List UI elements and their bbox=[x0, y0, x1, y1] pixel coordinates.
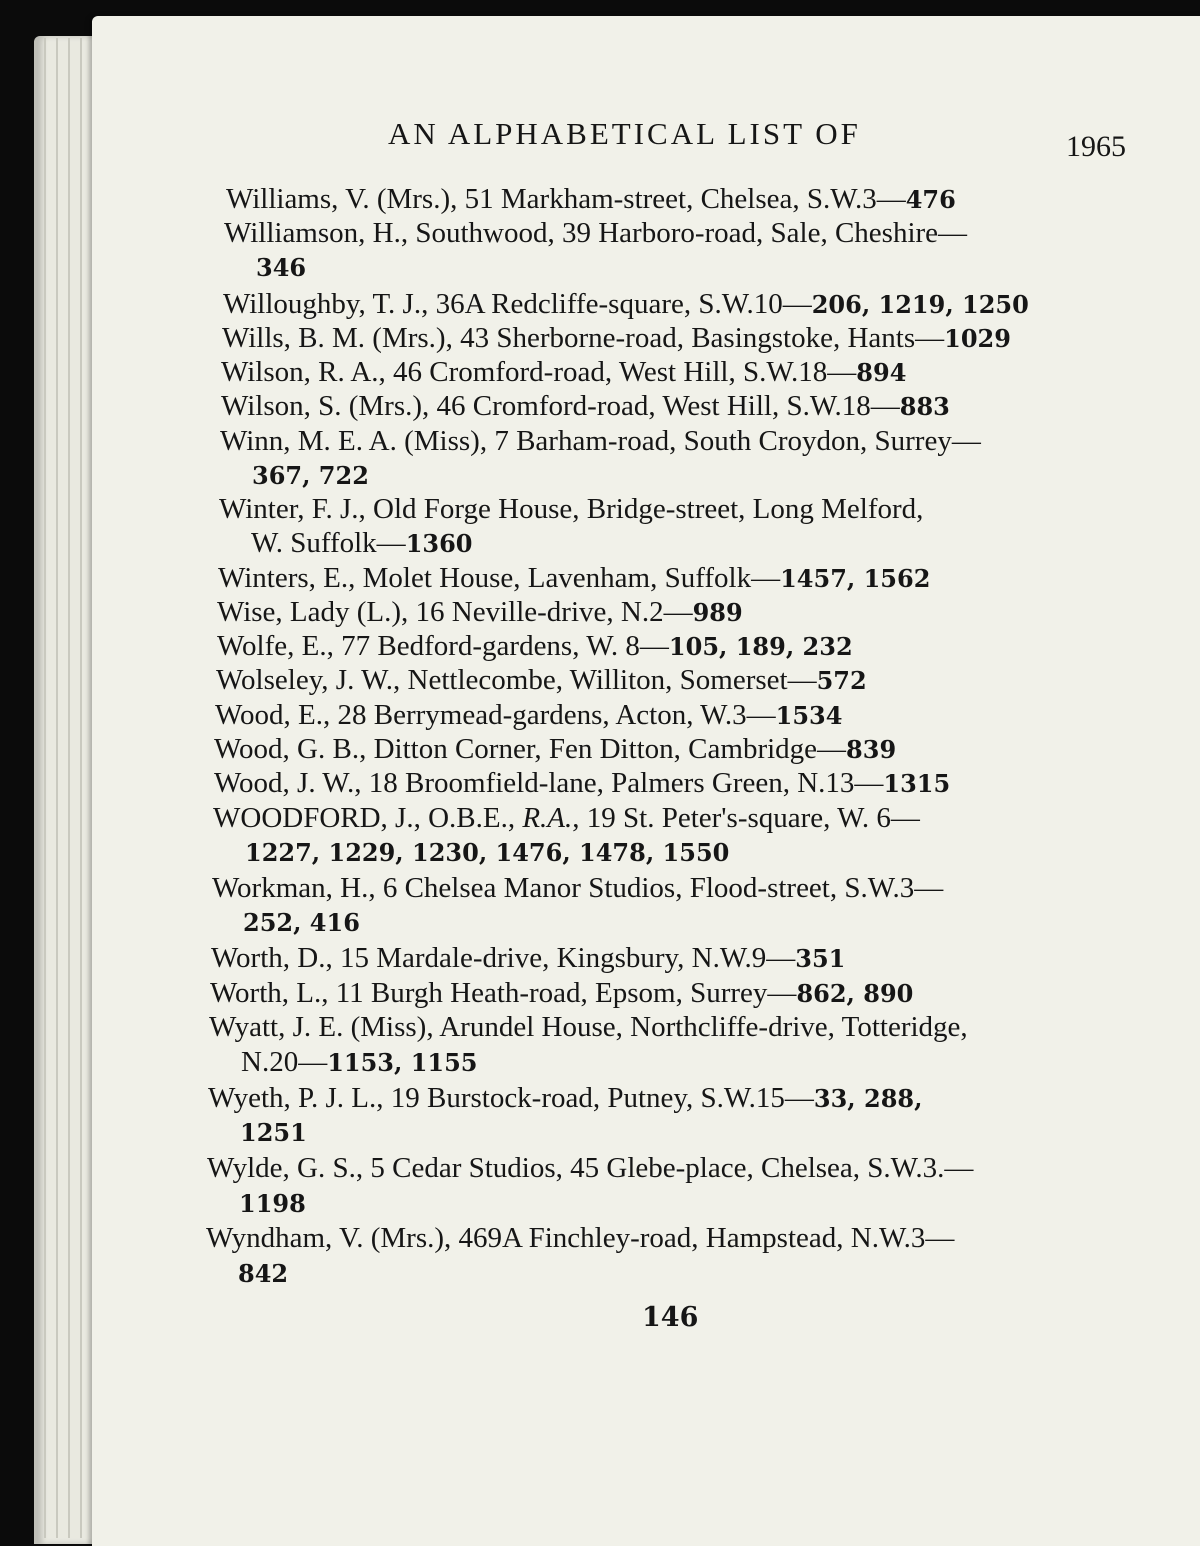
list-entry-continuation bbox=[240, 1115, 307, 1150]
list-entry bbox=[224, 216, 967, 250]
entry-numbers: 1227, 1229, 1230, 1476, 1478, 1550 bbox=[245, 838, 730, 867]
entry-address: Wolseley, J. W., Nettlecombe, Williton, Somerset— bbox=[216, 664, 817, 696]
entry-numbers: 346 bbox=[256, 253, 307, 282]
entry-address: Workman, H., 6 Chelsea Manor Studios, Flood-street, S.W.3— bbox=[212, 872, 944, 904]
list-entry bbox=[213, 801, 920, 835]
list-entry bbox=[220, 424, 981, 458]
list-entry bbox=[218, 561, 930, 596]
running-header: AN ALPHABETICAL LIST OF bbox=[388, 116, 861, 151]
list-entry-continuation bbox=[241, 1045, 478, 1080]
list-entry bbox=[214, 732, 896, 767]
list-entry bbox=[212, 871, 943, 905]
entry-address: Wood, J. W., 18 Broomfield-lane, Palmers Green, N.13— bbox=[214, 767, 884, 799]
entry-numbers: 1457, 1562 bbox=[780, 564, 931, 593]
list-entry bbox=[217, 629, 853, 664]
entry-address: Wise, Lady (L.), 16 Neville-drive, N.2— bbox=[217, 596, 693, 628]
list-entry bbox=[223, 287, 1029, 322]
entry-numbers: 883 bbox=[899, 392, 950, 421]
entry-address: Wyatt, J. E. (Miss), Arundel House, Northcliffe-drive, Totteridge, bbox=[209, 1011, 968, 1043]
entry-address: Worth, L., 11 Burgh Heath-road, Epsom, Surrey— bbox=[210, 977, 797, 1009]
list-entry-continuation bbox=[256, 250, 306, 285]
list-entry bbox=[221, 389, 950, 424]
entry-numbers: 1153, 1155 bbox=[327, 1048, 478, 1077]
list-entry bbox=[215, 698, 842, 733]
list-entry bbox=[210, 976, 913, 1011]
entry-numbers: 1534 bbox=[775, 701, 843, 730]
list-entry-continuation bbox=[239, 1186, 306, 1221]
list-entry bbox=[207, 1151, 973, 1185]
entry-numbers: 1315 bbox=[883, 769, 951, 798]
entry-address: Wylde, G. S., 5 Cedar Studios, 45 Glebe-place, Chelsea, S.W.3.— bbox=[207, 1152, 974, 1184]
entry-numbers: 1029 bbox=[944, 324, 1011, 353]
entry-numbers: 33, 288, bbox=[813, 1084, 923, 1113]
entry-numbers: 862, 890 bbox=[796, 979, 914, 1008]
entry-address: Wills, B. M. (Mrs.), 43 Sherborne-road, Basingstoke, Hants— bbox=[222, 322, 945, 354]
list-entry bbox=[211, 941, 845, 976]
list-entry bbox=[214, 766, 950, 801]
entry-address: Wood, G. B., Ditton Corner, Fen Ditton, Cambridge— bbox=[214, 733, 847, 765]
entry-numbers: 1251 bbox=[240, 1118, 307, 1147]
entry-numbers: 351 bbox=[795, 944, 846, 973]
entry-address: Wilson, R. A., 46 Cromford-road, West Hill, S.W.18— bbox=[221, 356, 857, 388]
list-entry-continuation bbox=[245, 835, 729, 870]
entry-numbers: 367, 722 bbox=[252, 461, 369, 490]
entry-address: W. Suffolk— bbox=[251, 527, 406, 559]
entry-address: Winters, E., Molet House, Lavenham, Suffolk— bbox=[218, 562, 781, 594]
header-year: 1965 bbox=[1066, 130, 1126, 163]
list-entry-continuation bbox=[238, 1256, 288, 1291]
entry-honour: R.A. bbox=[522, 802, 573, 834]
list-entry bbox=[221, 355, 906, 390]
entry-numbers: 572 bbox=[816, 666, 867, 695]
list-entry-continuation bbox=[251, 526, 472, 561]
entry-numbers: 839 bbox=[846, 735, 897, 764]
list-entry bbox=[216, 663, 867, 698]
entry-address: Wood, E., 28 Berrymead-gardens, Acton, W.3— bbox=[215, 699, 776, 731]
entry-address: WOODFORD, J., O.B.E., bbox=[213, 802, 523, 834]
list-entry-continuation bbox=[243, 905, 360, 940]
list-entry bbox=[208, 1081, 922, 1116]
entry-address: Wilson, S. (Mrs.), 46 Cromford-road, West Hill, S.W.18— bbox=[221, 390, 900, 422]
entry-numbers: 989 bbox=[692, 598, 743, 627]
list-entry bbox=[206, 1221, 954, 1255]
entry-numbers: 894 bbox=[856, 358, 907, 387]
entry-numbers: 842 bbox=[238, 1259, 289, 1288]
entry-numbers: 105, 189, 232 bbox=[668, 632, 853, 661]
entry-address: Wyndham, V. (Mrs.), 469A Finchley-road, Hampstead, N.W.3— bbox=[206, 1222, 955, 1254]
entry-address: Willoughby, T. J., 36A Redcliffe-square, S.W.10— bbox=[223, 288, 812, 320]
entry-address: Worth, D., 15 Mardale-drive, Kingsbury, N.W.9— bbox=[211, 942, 796, 974]
entry-numbers: 1198 bbox=[239, 1189, 306, 1218]
entry-address: Winter, F. J., Old Forge House, Bridge-street, Long Melford, bbox=[219, 493, 924, 525]
entry-numbers: 1360 bbox=[405, 529, 473, 558]
entry-address: Williamson, H., Southwood, 39 Harboro-road, Sale, Cheshire— bbox=[224, 217, 968, 249]
list-entry bbox=[219, 492, 923, 526]
list-entry-continuation bbox=[252, 458, 369, 493]
list-entry bbox=[222, 321, 1011, 356]
entry-numbers: 476 bbox=[905, 185, 956, 214]
entry-address: , 19 St. Peter's-square, W. 6— bbox=[572, 802, 920, 834]
list-entry bbox=[217, 595, 743, 630]
list-entry bbox=[209, 1010, 968, 1044]
entry-address: Winn, M. E. A. (Miss), 7 Barham-road, South Croydon, Surrey— bbox=[220, 425, 981, 457]
entry-numbers: 252, 416 bbox=[243, 908, 360, 937]
page-number: 146 bbox=[642, 1302, 699, 1333]
entry-address: Wolfe, E., 77 Bedford-gardens, W. 8— bbox=[217, 630, 669, 662]
entry-address: Wyeth, P. J. L., 19 Burstock-road, Putney, S.W.15— bbox=[208, 1082, 814, 1114]
entry-address: N.20— bbox=[241, 1046, 328, 1078]
list-entry bbox=[226, 182, 956, 217]
entry-numbers: 206, 1219, 1250 bbox=[811, 290, 1029, 319]
entry-address: Williams, V. (Mrs.), 51 Markham-street, Chelsea, S.W.3— bbox=[226, 183, 906, 215]
